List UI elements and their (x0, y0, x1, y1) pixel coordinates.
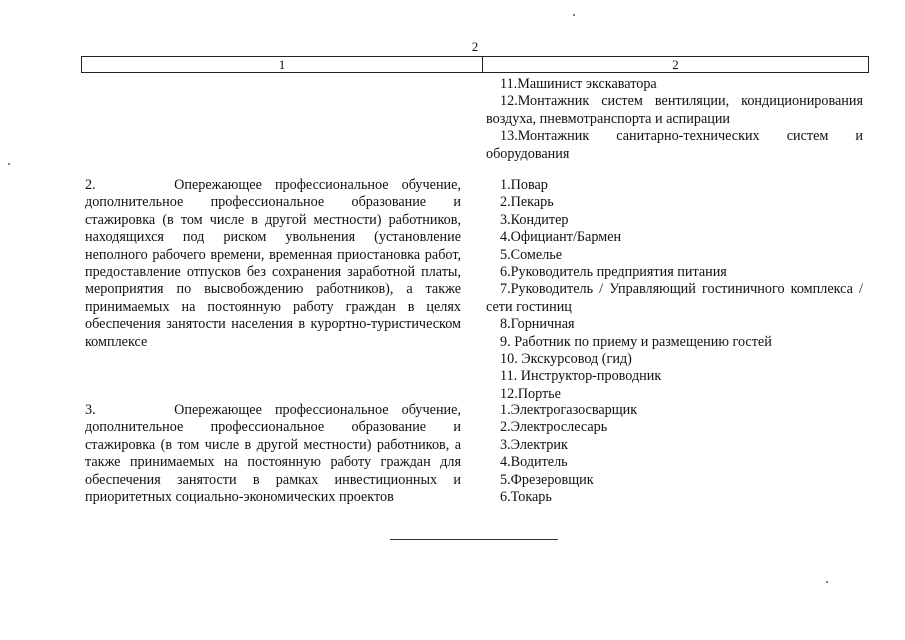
list-item: 6.Токарь (500, 489, 552, 506)
list-item: 11. Инструктор-проводник (500, 368, 662, 385)
table-header-col-2: 2 (672, 57, 679, 72)
scan-speck (8, 163, 10, 165)
list-item: 4.Водитель (500, 454, 568, 471)
list-item: 7.Руководитель / Управляющий гостиничного комплекса / сети гостиниц (486, 281, 863, 315)
section1-professions (486, 76, 863, 163)
section2-description-text: 2. Опережающее профессиональное обучение, дополнительное профессиональное образование и стажировка (в том числе в другой местности) работников, находящихся под риском увольнения (установление неполного рабочего времени, временная приостановка работ, предоставление отпусков без сохранения заработной платы, мероприятия по высвобождению работников), а также принимаемых на постоянную работу граждан в целях обеспечения занятости населения в курортно-туристическом комплексе (85, 177, 461, 350)
list-item: 4.Официант/Бармен (500, 229, 622, 246)
list-item: 8.Горничная (500, 316, 575, 333)
list-item: 6.Руководитель предприятия питания (500, 264, 727, 281)
page-number: 2 (471, 39, 479, 54)
list-item: 13.Монтажник санитарно-технических систем и оборудования (486, 128, 863, 162)
list-item: 2.Электрослесарь (500, 419, 608, 436)
table-header-col-1: 1 (82, 57, 483, 72)
section2-professions (486, 177, 863, 403)
list-item: 1.Электрогазосварщик (500, 402, 638, 418)
list-item: 5.Фрезеровщик (500, 471, 594, 488)
section3-description (85, 402, 461, 506)
list-item: 5.Сомелье (500, 246, 563, 263)
scan-speck (826, 581, 828, 583)
scan-speck (573, 14, 575, 16)
bottom-divider-line (390, 539, 558, 540)
section3-professions (486, 402, 863, 506)
list-item: 12.Портье (500, 385, 561, 402)
list-item: 9. Работник по приему и размещению гостей (500, 333, 772, 350)
section2-description (85, 177, 461, 351)
list-item: 3.Кондитер (500, 211, 569, 228)
list-item: 2.Пекарь (500, 194, 554, 211)
list-item: 10. Экскурсовод (гид) (500, 351, 632, 368)
list-item: 1.Повар (500, 177, 548, 193)
list-item: 11.Машинист экскаватора (500, 76, 657, 92)
list-item: 3.Электрик (500, 436, 568, 453)
section3-description-text: 3. Опережающее профессиональное обучение, дополнительное профессиональное образование и стажировка (в том числе в другой местности) работников, а также принимаемых на постоянную работу граждан для обеспечения занятости в рамках инвестиционных и приоритетных социально-экономических проектов (85, 402, 461, 506)
table-header-row (81, 56, 869, 73)
list-item: 12.Монтажник систем вентиляции, кондиционирования воздуха, пневмотранспорта и аспирации (486, 93, 863, 127)
